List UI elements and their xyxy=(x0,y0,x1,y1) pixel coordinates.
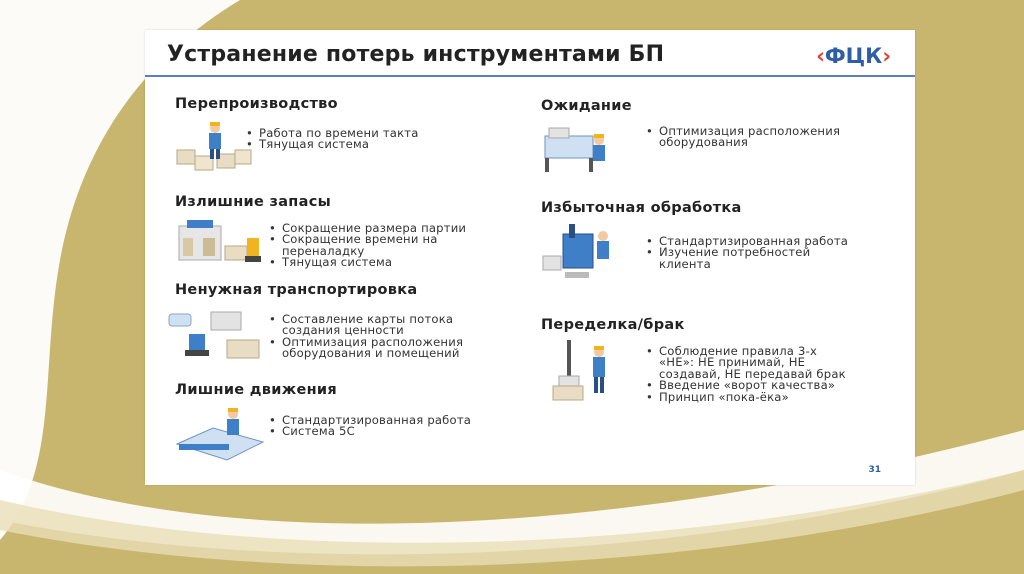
company-logo xyxy=(816,44,891,68)
section-waiting xyxy=(541,98,632,114)
page-number: 31 xyxy=(868,465,881,475)
list-item: • Введение «ворот качества» xyxy=(642,380,846,391)
list-item-continuation: оборудования xyxy=(659,135,749,150)
bullet-list xyxy=(265,415,471,438)
bullet-list xyxy=(265,314,463,360)
list-item xyxy=(642,137,840,148)
list-item: • Стандартизированная работа xyxy=(265,415,471,426)
bullet-list xyxy=(642,346,846,403)
list-item: • Оптимизация расположения xyxy=(642,126,840,137)
section-motion xyxy=(175,382,337,398)
list-item: • Сокращение размера партии xyxy=(265,223,466,234)
list-item-continuation: клиента xyxy=(659,256,711,271)
bullet-list xyxy=(642,236,848,270)
section-transport xyxy=(175,282,417,298)
bullet-list xyxy=(242,128,419,151)
section-title: Ожидание xyxy=(541,98,632,114)
machine-operator-icon xyxy=(541,120,615,178)
workstation-worker-icon xyxy=(173,404,267,466)
section-title: Лишние движения xyxy=(175,382,337,398)
list-item: • Работа по времени такта xyxy=(242,128,419,139)
section-title: Ненужная транспортировка xyxy=(175,282,418,298)
warehouse-forklift-icon xyxy=(175,216,267,272)
list-item: • Тянущая система xyxy=(265,257,466,268)
list-item xyxy=(265,348,463,359)
section-defects xyxy=(541,317,685,333)
section-inventory xyxy=(175,194,331,210)
list-item: • Принцип «пока-ёка» xyxy=(642,392,846,403)
list-item-continuation: «НЕ»: НЕ принимай, НЕ xyxy=(659,355,806,370)
list-item: • Соблюдение правила 3-х xyxy=(642,346,846,357)
list-item-continuation: создания ценности xyxy=(282,323,404,338)
section-title: Перепроизводство xyxy=(175,96,338,112)
robot-machine-icon xyxy=(539,220,621,288)
list-item: • Оптимизация расположения xyxy=(265,337,463,348)
list-item: • Изучение потребностей xyxy=(642,247,848,258)
slide xyxy=(145,30,915,485)
slide-title: Устранение потерь инструментами БП xyxy=(167,42,665,67)
list-item-continuation: создавай, НЕ передавай брак xyxy=(659,366,846,381)
section-title: Излишние запасы xyxy=(175,194,332,210)
logo-right-mark: › xyxy=(882,44,891,68)
list-item xyxy=(642,256,848,271)
section-overproduction xyxy=(175,96,338,112)
title-divider xyxy=(145,75,915,77)
logo-left-mark: ‹ xyxy=(816,44,825,68)
section-title: Избыточная обработка xyxy=(541,200,742,216)
forklift-truck-icon xyxy=(167,306,267,366)
list-item-continuation: оборудования и помещений xyxy=(282,346,460,361)
section-title: Переделка/брак xyxy=(541,317,685,333)
list-item: • Система 5С xyxy=(265,426,471,437)
logo-text: ФЦК xyxy=(824,44,883,68)
list-item: • Составление карты потока xyxy=(265,314,463,325)
section-overprocessing xyxy=(541,200,742,216)
bullet-list xyxy=(642,126,840,149)
list-item: • Стандартизированная работа xyxy=(642,236,848,247)
list-item: • Сокращение времени на xyxy=(265,234,466,245)
list-item: • Тянущая система xyxy=(242,139,419,150)
quality-inspection-icon xyxy=(549,336,621,408)
bullet-list xyxy=(265,223,466,269)
list-item-continuation: переналадку xyxy=(282,243,365,258)
